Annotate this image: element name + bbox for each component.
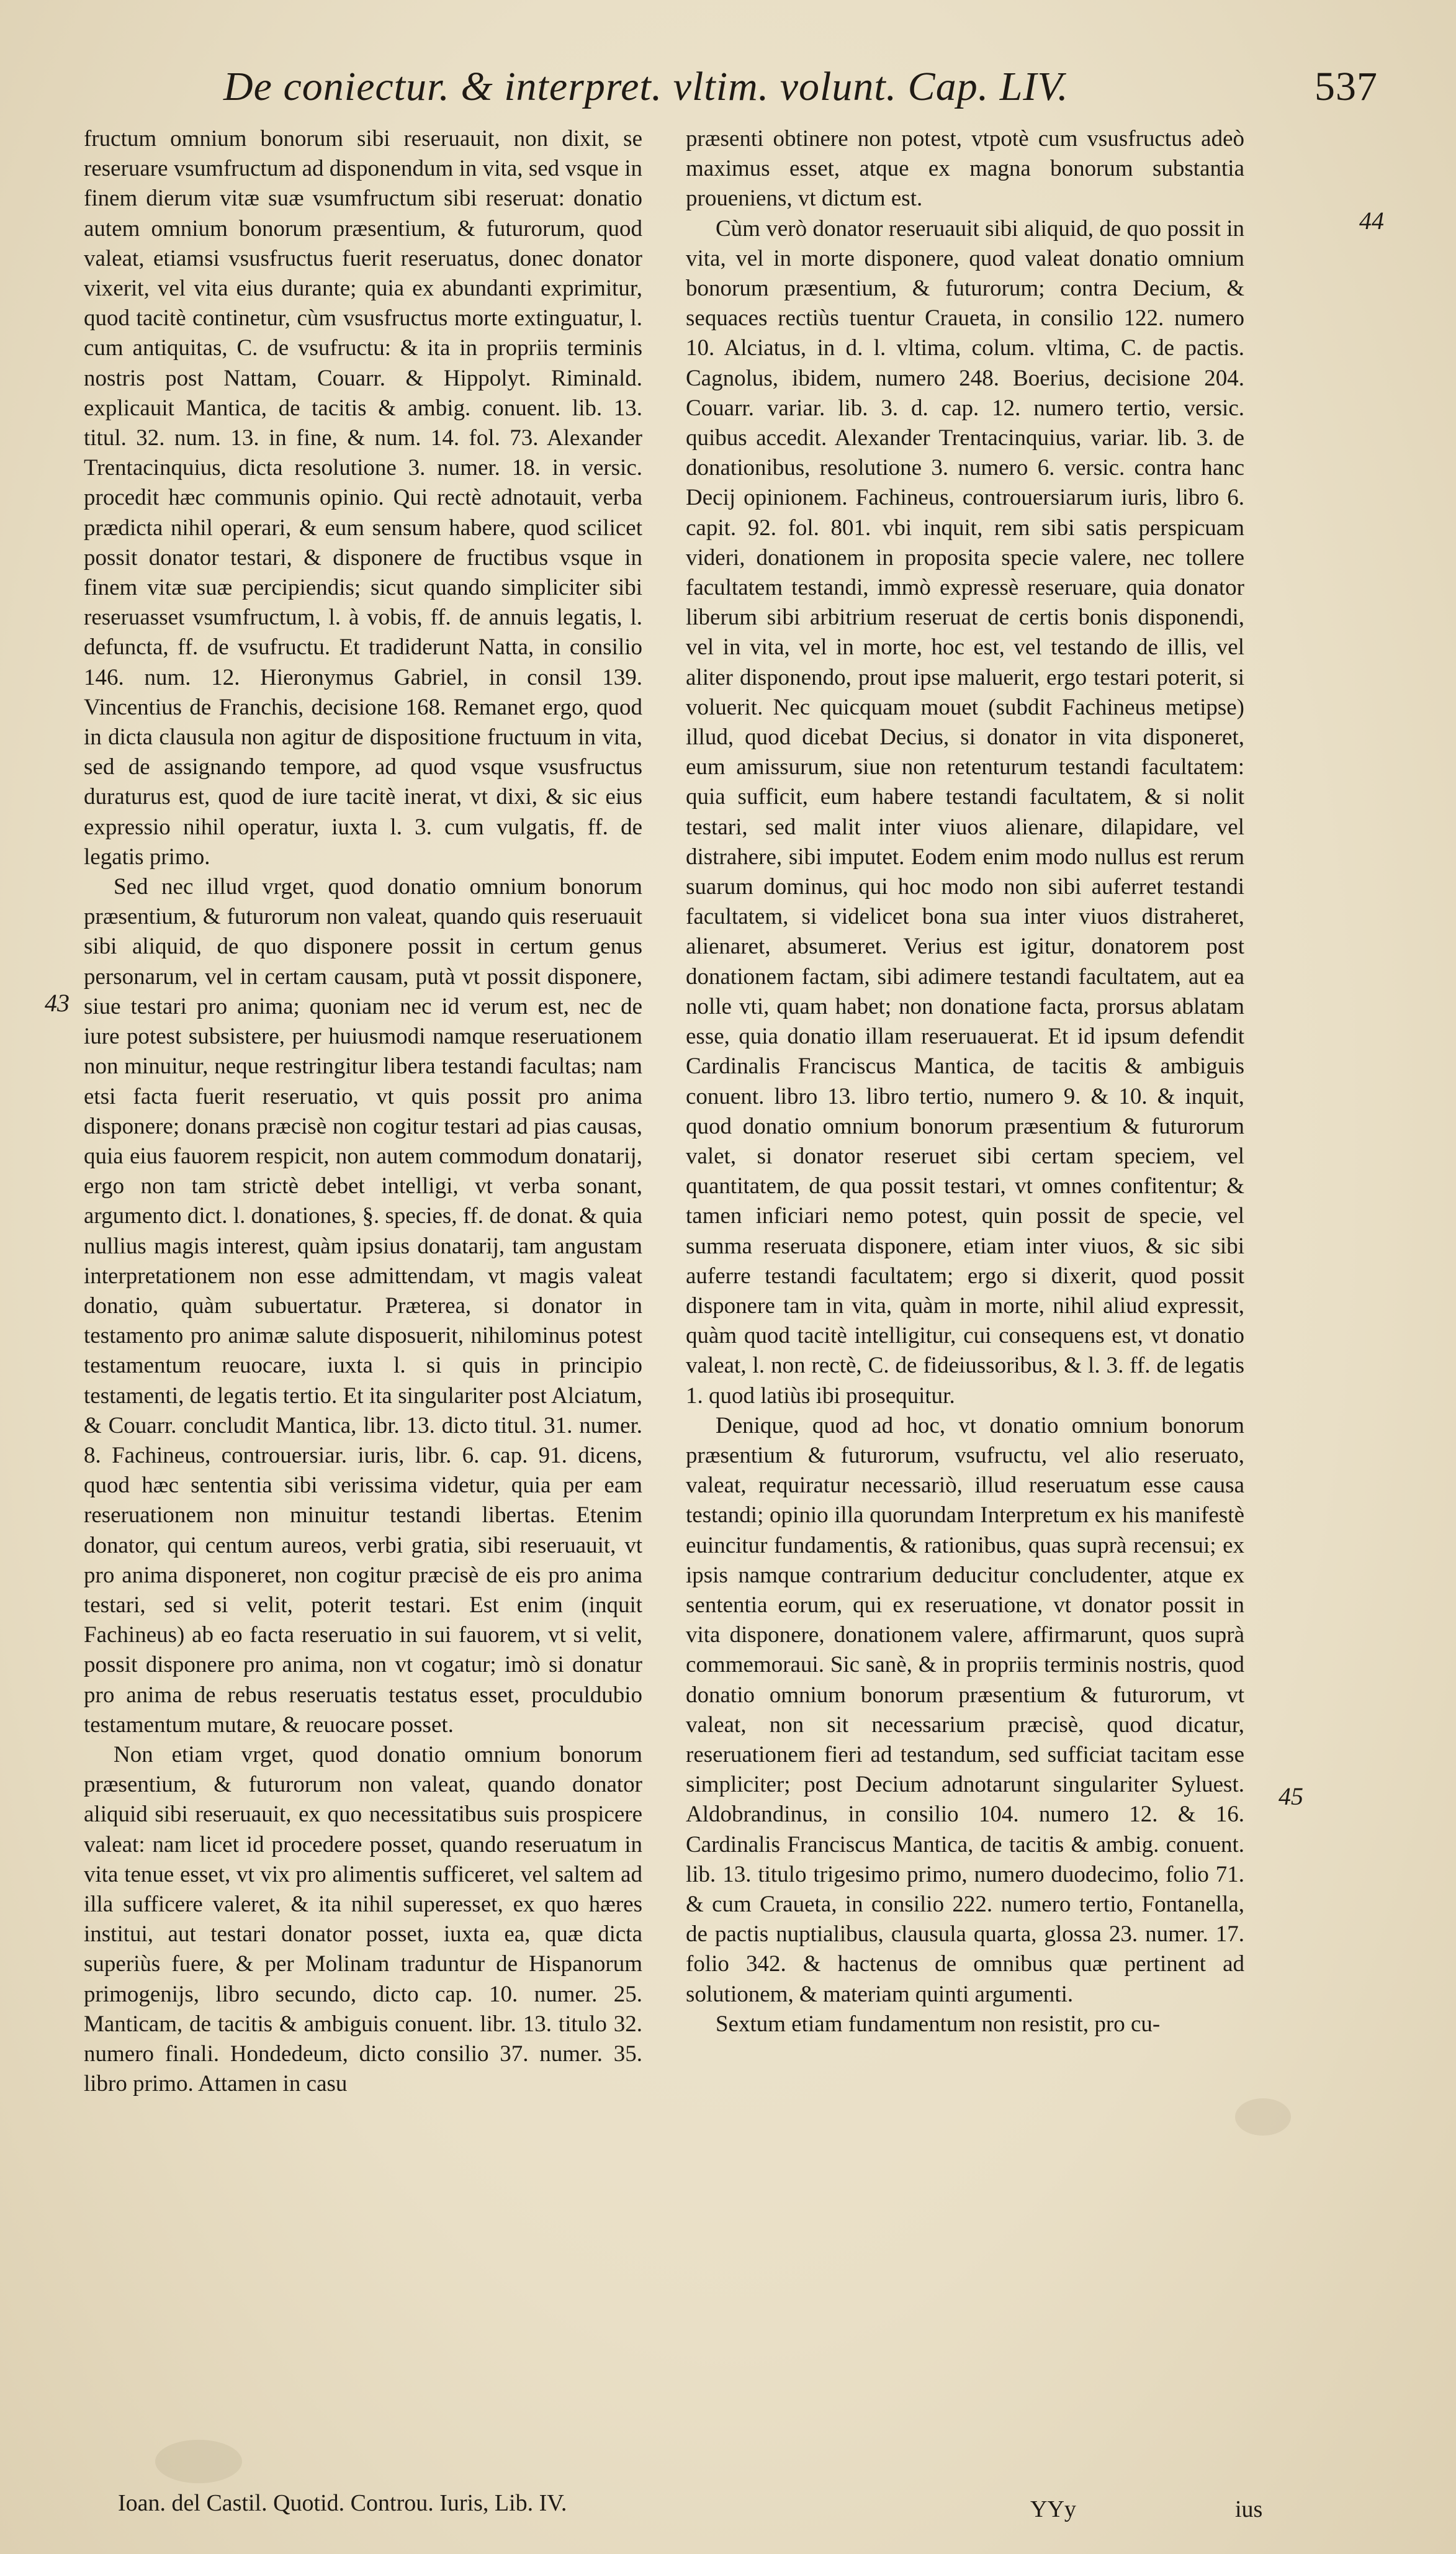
margin-number-44: 44	[1359, 207, 1384, 235]
running-header	[223, 55, 1378, 123]
margin-number-45: 45	[1278, 1782, 1303, 1810]
page-number: 537	[1314, 64, 1378, 109]
left-paragraph-1: fructum omnium bonorum sibi reseruauit, non dixit, se reseruare vsumfructum ad disponendum in vita, sed vsque in finem dierum vitæ suæ vsumfructum sibi reseruat: donatio autem omnium bonorum præsentium, & futurorum, quod valeat, etiamsi vsusfructus fuerit reseruatus, donec donator vixerit, vel vita eius durante; quia ex abundanti exprimitur, quod tacitè continetur, cùm vsusfructus morte extinguatur, l. cum antiquitas, C. de vsufructu: & ita in propriis terminis nostris post Nattam, Couarr. & Hippolyt. Riminald. explicauit Mantica, de tacitis & ambig. conuent. lib. 13. titul. 32. num. 13. in fine, & num. 14. fol. 73. Alexander Trentacinquius, dicta resolutione 3. numer. 18. in versic. procedit hæc communis opinio. Qui rectè adnotauit, verba prædicta nihil operari, & eum sensum habere, quod scilicet possit donator testari, & disponere de fructibus vsque in finem vitæ suæ percipiendis; sicut quando simpliciter sibi reseruasset vsumfructum, l. à vobis, ff. de annuis legatis, l. defuncta, ff. de vsufructu. Et tradiderunt Natta, in consilio 146. num. 12. Hieronymus Gabriel, in consil 139. Vincentius de Franchis, decisione 168. Remanet ergo, quod in dicta clausula non agitur de dispositione fructuum in vita, sed de assignando tempore, ad quod vsque vsusfructus duraturus est, quod de iure tacitè inerat, vt dixi, & sic eius expressio nihil operatur, iuxta l. 3. cum vulgatis, ff. de legatis primo.	[84, 126, 642, 870]
right-column	[686, 124, 1244, 2039]
left-column	[84, 124, 642, 2099]
right-paragraph-2: Cùm verò donator reseruauit sibi aliquid, de quo possit in vita, vel in morte disponere, quod valeat donatio omnium bonorum præsentium, & futurorum; contra Decium, & sequaces rectiùs tuentur Craueta, in consilio 122. numero 10. Alciatus, in d. l. vltima, colum. vltima, C. de pactis. Cagnolus, ibidem, numero 248. Boerius, decisione 204. Couarr. variar. lib. 3. d. cap. 12. numero tertio, versic. quibus accedit. Alexander Trentacinquius, variar. lib. 3. de donationibus, resolutione 3. numero 6. versic. contra hanc Decij opinionem. Fachineus, controuersiarum iuris, libro 6. capit. 92. fol. 801. vbi inquit, rem sibi satis perspicuam videri, donationem in proposita specie valere, nec tollere facultatem testandi, immò expressè reseruare, quia donator liberum sibi arbitrium reseruat de certis bonis disponendi, vel in vita, vel in morte, hoc est, vel testando de illis, vel aliter disponendo, prout ipse maluerit, ergo testari poterit, si voluerit. Nec quicquam mouet (subdit Fachineus metipse) illud, quod dicebat Decius, si donator in vita disponeret, eum amissurum, siue non retenturum testandi facultatem: quia sufficit, eum habere testandi facultatem, & si nolit testari, sed malit inter viuos alienare, dilapidare, vel distrahere, sibi imputet. Eodem enim modo nullus est rerum suarum dominus, qui hoc modo non sibi auferret testandi facultatem, si videlicet bona sua inter viuos distraheret, alienaret, absumeret. Verius est igitur, donatorem post donationem factam, sibi adimere testandi facultatem, aut ea nolle vti, quam habet; non donatione facta, prorsus ablatam esse, quia donatio illam reseruauerat. Et id ipsum defendit Cardinalis Franciscus Mantica, de tacitis & ambiguis conuent. libro 13. libro tertio, numero 9. & 10. & inquit, quod donatio omnium bonorum præsentium & futurorum valet, si donator reseruet sibi certam speciem, vel quantitatem, de qua possit testari, vt omnes confitentur; & tamen inficiari nemo potest, quin possit de specie, vel summa reseruata disponere, etiam inter viuos, & sic sibi auferre testandi facultatem; ergo si dixerit, quod possit disponere tam in vita, quàm in morte, nihil aliud expressit, quàm quod tacitè intelligitur, cui consequens est, vt donatio valeat, l. non rectè, C. de fideiussoribus, & l. 3. ff. de legatis 1. quod latiùs ibi prosequitur.	[686, 215, 1244, 1409]
right-paragraph-1: præsenti obtinere non potest, vtpotè cum vsusfructus adeò maximus esset, atque ex magna bonorum substantia proueniens, vt dictum est.	[686, 126, 1244, 212]
running-title: De coniectur. & interpret. vltim. volunt. Cap. LIV.	[223, 64, 1069, 109]
signature-mark: YYy	[1030, 2496, 1076, 2522]
paper-stain	[1235, 2098, 1291, 2136]
right-paragraph-3: Denique, quod ad hoc, vt donatio omnium bonorum præsentium & futurorum, vsufructu, vel alio reseruato, valeat, requiratur necessariò, illud reseruatum esse causa testandi; opinio illa quorundam Interpretum ex his manifestè euincitur fundamentis, & rationibus, quas suprà recensui; ex ipsis namque contrarium deducitur concludenter, atque ex sententia eorum, qui ex reseruatione, vt donator possit in vita disponere, donationem valere, affirmarunt, quos suprà commemoraui. Sic sanè, & in propriis terminis nostris, quod donatio omnium bonorum præsentium & futurorum, vt valeat, non sit necessarium præcisè, quod dicatur, reseruationem fieri ad testandum, sed sufficiat tacitam esse simpliciter; post Decium adnotarunt singulariter Syluest. Aldobrandinus, in consilio 104. numero 12. & 16. Cardinalis Franciscus Mantica, de tacitis & ambig. conuent. lib. 13. titulo trigesimo primo, numero duodecimo, folio 71. & cum Craueta, in consilio 222. numero tertio, Fontanella, de pactis nuptialibus, clausula quarta, glossa 23. numer. 17. folio 342. & hactenus de omnibus quæ pertinent ad solutionem, & materiam quinti argumenti.	[686, 1412, 1244, 2007]
left-paragraph-3: Non etiam vrget, quod donatio omnium bonorum præsentium, & futurorum non valeat, quando donator aliquid sibi reseruauit, ex quo necessitatibus suis prospicere valeat: nam licet id procedere posset, quando reseruatum in vita tenue esset, vt vix pro alimentis sufficeret, vel saltem ad illa sufficere valeret, & ita nihil superesset, ex quo hæres institui, aut testari donator posset, iuxta ea, quæ dicta superiùs fuere, & per Molinam traduntur de Hispanorum primogenijs, libro secundo, dicto cap. 10. numer. 25. Manticam, de tacitis & ambiguis conuent. libr. 13. titulo 32. numero finali. Hondedeum, dicto consilio 37. numer. 35. libro primo. Attamen in casu	[84, 1741, 642, 2097]
catchword: ius	[1235, 2496, 1263, 2522]
left-paragraph-2: Sed nec illud vrget, quod donatio omnium bonorum præsentium, & futurorum non valeat, quando quis reseruauit sibi aliquid, de quo disponere possit in certum genus personarum, vel in certam causam, putà vt possit disponere, siue testari pro anima; quoniam nec id verum est, nec de iure potest subsistere, per huiusmodi namque reseruationem non minuitur, neque restringitur libera testandi facultas; nam etsi facta fuerit reseruatio, vt quis possit pro anima disponere; donans præcisè non cogitur testari ad pias causas, quia eius fauorem respicit, non autem commodum donatarij, ergo non tam strictè debet intelligi, vt verba sonant, argumento dict. l. donationes, §. species, ff. de donat. & quia nullius magis interest, quàm ipsius donatarij, tam angustam interpretationem non esse admittendam, vt magis valeat donatio, quàm subuertatur. Præterea, si donator in testamento pro animæ salute disposuerit, nihilominus potest testamentum reuocare, iuxta l. si quis in principio testamenti, de legatis tertio. Et ita singulariter post Alciatum, & Couarr. concludit Mantica, libr. 13. dicto titul. 31. numer. 8. Fachineus, controuersiar. iuris, libr. 6. cap. 91. dicens, quod hæc sententia sibi verissima videtur, quia per eam reseruationem non minuitur testandi libertas. Etenim donator, qui centum aureos, verbi gratia, sibi reseruauit, vt pro anima disponeret, non cogitur præcisè de eis pro anima testari, sed si velit, poterit testari. Est enim (inquit Fachineus) ab eo facta reseruatio in sui fauorem, vt si velit, possit disponere pro anima, non vt cogatur; imò si donatur pro anima de rebus reseruatis testatus esset, proculdubio testamentum mutare, & reuocare posset.	[84, 874, 642, 1738]
right-paragraph-4: Sextum etiam fundamentum non resistit, pro cu-	[716, 2011, 1161, 2037]
margin-number-43: 43	[45, 989, 70, 1017]
footer-signature-line: Ioan. del Castil. Quotid. Controu. Iuris, Lib. IV.	[118, 2490, 567, 2516]
paper-stain	[155, 2440, 242, 2483]
